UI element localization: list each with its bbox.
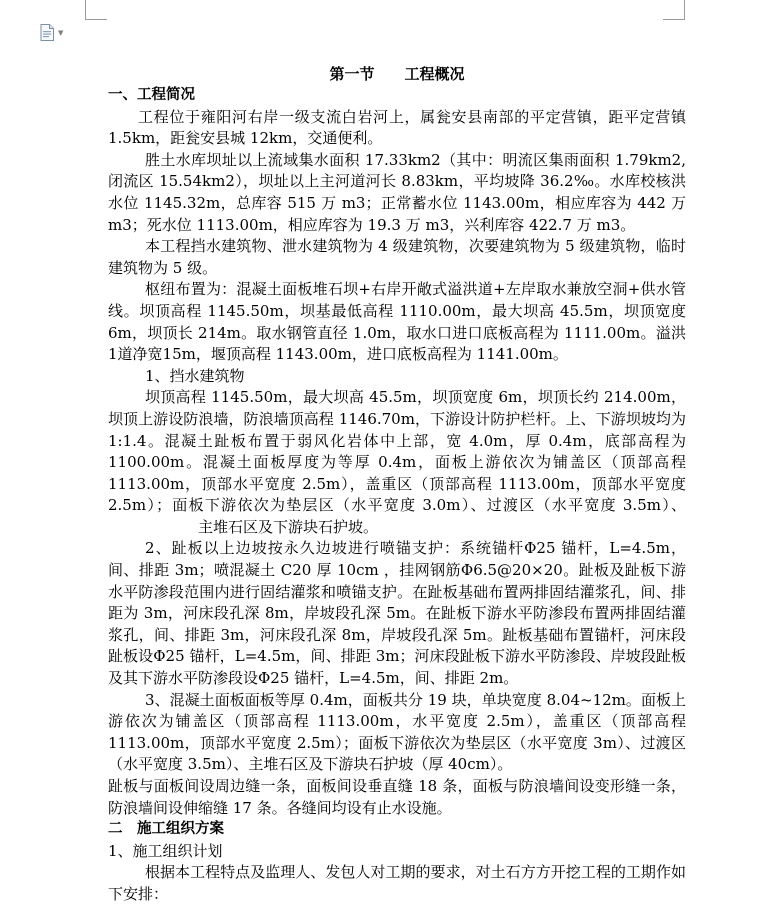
paragraph-face-slab: 3、混凝土面板面板等厚 0.4m，面板共分 19 块，单块宽度 8.04~12m。面板上游依次为铺盖区（顶部高程 1113.00m，水平宽度 2.5m），盖重区（顶部高程 1113.00m，顶部水平宽度 2.5m）；面板下游依次为垫层区（水平宽度 3m）、过渡区（水平宽度 3.5m）、主堆石区及下游块石护坡（厚 40cm）。 xyxy=(108,690,686,774)
paragraph-building-grades: 本工程挡水建筑物、泄水建筑物为 4 级建筑物，次要建筑物为 5 级建筑物，临时建筑物为 5 级。 xyxy=(108,237,686,277)
subheading-water-retaining: 1、挡水建筑物 xyxy=(145,366,245,385)
document-options-button[interactable] xyxy=(40,24,63,41)
subheading-construction-schedule: 1、施工组织计划 xyxy=(108,841,223,860)
paragraph-location: 工程位于雍阳河右岸一级支流白岩河上，属瓮安县南部的平定营镇，距平定营镇 1.5km，距瓮安县城 12km，交通便利。 xyxy=(108,107,686,148)
caret-down-icon: ▼ xyxy=(58,29,64,37)
paragraph-dam-crest-part1: 坝顶高程 1145.50m，最大坝高 45.5m，坝顶宽度 6m，坝顶长约 214.00m，坝顶上游设防浪墙，防浪墙顶高程 1146.70m，下游设计防护栏杆。上、下游坝坡均为 1:1.4。混凝土趾板布置于弱风化岩体中上部，宽 4.0m，厚 0.4m，底部高程为 1100.00m。混凝土面板厚度为等厚 0.4m，面板上游依次为铺盖区（顶部高程 1113.00m，顶部水平宽度 2.5m），盖重区（顶部高程 1113.00m，顶部水平宽度 2.5m）；面板下游依次为垫层区（水平宽度 3.0m）、过渡区（水平宽度 3.5m）、 xyxy=(108,388,686,515)
paragraph-joints: 趾板与面板间设周边缝一条，面板间设垂直缝 18 条，面板与防浪墙间设变形缝一条，防浪墙间设伸缩缝 17 条。各缝间均设有止水设施。 xyxy=(108,777,686,817)
paragraph-catchment: 胜土水库坝址以上流域集水面积 17.33km2（其中：明流区集雨面积 1.79km2, 闭流区 15.54km2），坝址以上主河道河长 8.83km，平均坡降 36.2‰。水库校核洪水位 1145.32m，总库容 515 万 m3；正常蓄水位 1143.00m，相应库容为 442 万 m3；死水位 1113.00m，相应库容为 19.3 万 m3，兴利库容 422.7 万 m3。 xyxy=(108,150,686,234)
paragraph-dam-crest-part2: 主堆石区及下游块石护坡。 xyxy=(198,517,379,536)
paragraph-anchoring: 2、趾板以上边坡按永久边坡进行喷锚支护：系统锚杆Φ25 锚杆，L=4.5m，间、排距 3m；喷混凝土 C20 厚 10cm ，挂网钢筋Φ6.5@20×20。趾板及趾板下游水平防渗段范围内进行固结灌浆和喷锚支护。在趾板基础布置两排固结灌浆孔，间、排距为 3m，河床段孔深 8m，岸坡段孔深 5m。在趾板下游水平防渗段布置两排固结灌浆孔，间、排距 3m，河床段孔深 8m，岸坡段孔深 5m。趾板基础布置锚杆，河床段趾板设Φ25 锚杆，L=4.5m，间、排距 3m；河床段趾板下游水平防渗段、岸坡段趾板及其下游水平防渗段设Φ25 锚杆，L=4.5m，间、排距 2m。 xyxy=(108,539,686,688)
document-icon xyxy=(40,24,54,41)
paragraph-dam-crest xyxy=(108,387,686,538)
heading-project-overview: 一、工程简况 xyxy=(108,87,195,103)
paragraph-layout: 枢纽布置为：混凝土面板堆石坝+右岸开敞式溢洪道+左岸取水兼放空洞+供水管线。坝顶高程 1145.50m，坝基最低高程 1110.00m，最大坝高 45.5m，坝顶宽度 6m，坝顶长 214m。取水钢管直径 1.0m，取水口进口底板高程为 1111.00m。溢洪1道净宽15m，堰顶高程 1143.00m，进口底板高程为 1141.00m。 xyxy=(108,280,686,364)
crop-mark-top-left-horizontal xyxy=(85,19,107,20)
crop-mark-top-left-vertical xyxy=(85,0,86,19)
document-page xyxy=(108,64,686,906)
section-title: 第一节 工程概况 xyxy=(329,65,465,83)
paragraph-schedule: 根据本工程特点及监理人、发包人对工期的要求，对土石方方开挖工程的工期作如下安排： xyxy=(108,863,686,903)
heading-construction-plan: 二 施工组织方案 xyxy=(108,821,224,838)
crop-mark-top-right-vertical xyxy=(684,0,685,19)
crop-mark-top-right-horizontal xyxy=(663,19,685,20)
